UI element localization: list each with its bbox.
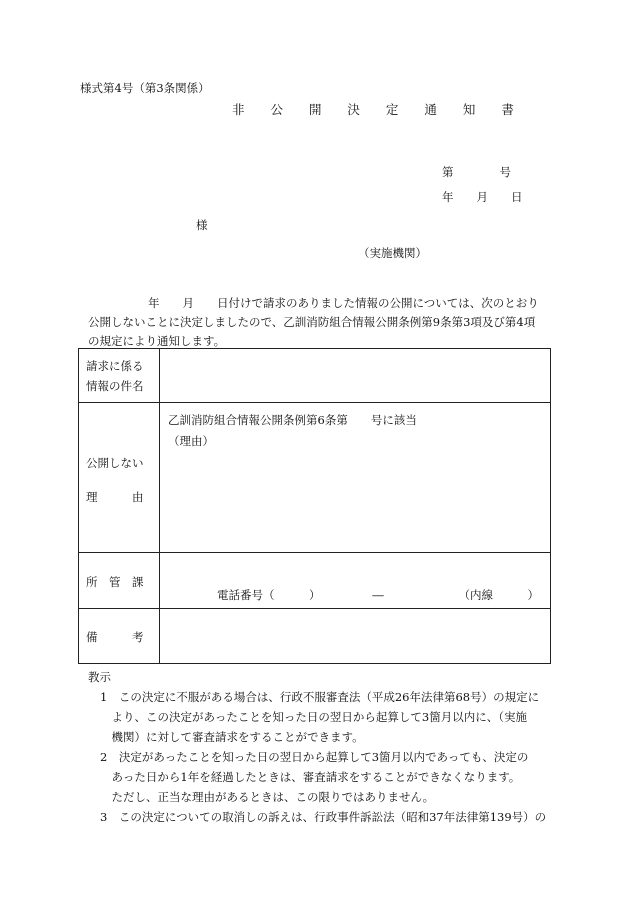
subject-value-cell [160, 349, 551, 403]
table-row-department [79, 553, 551, 609]
reason-value-cell [160, 403, 551, 553]
department-label: 所 管 課 [86, 575, 144, 589]
subject-label-cell [79, 349, 160, 403]
subject-label-line-1: 請求に係る [86, 359, 144, 373]
instruction-line: 3 この決定についての取消しの訴えは、行政事件訴訟法（昭和37年法律第139号）の [100, 810, 547, 824]
instruction-line: あった日から1年を経過したときは、審査請求をすることができなくなります。 [100, 770, 521, 784]
department-label-cell [79, 553, 160, 609]
table-row-reason [79, 403, 551, 553]
department-value-cell [160, 553, 551, 609]
instruction-line: より、この決定があったことを知った日の翌日から起算して3箇月以内に、（実施 [100, 710, 527, 724]
reason-heading-text: （理由） [168, 434, 214, 448]
body-line-3: の規定により通知します。 [88, 334, 226, 348]
instruction-line: 2 決定があったことを知った日の翌日から起算して3箇月以内であっても、決定の [100, 750, 529, 764]
reason-label-line-2: 理 由 [86, 490, 144, 504]
reason-label-cell [79, 403, 160, 553]
instructions-heading: 教示 [88, 670, 111, 684]
body-line-2: 公開しないことに決定しましたので、乙訓消防組合情報公開条例第9条第3項及び第4項 [88, 315, 536, 329]
instruction-line: 機関）に対して審査請求をすることができます。 [100, 730, 364, 744]
agency-label: （実施機関） [358, 246, 427, 260]
department-phone-text: 電話番号（ ） ― （内線 ） [217, 588, 539, 602]
reason-clause-text: 乙訓消防組合情報公開条例第6条第 号に該当 [168, 413, 417, 427]
document-number-field: 第 号 [442, 165, 511, 179]
subject-label-line-2: 情報の件名 [86, 379, 144, 393]
addressee-suffix: 様 [196, 218, 208, 232]
form-number-label: 様式第4号（第3条関係） [80, 81, 210, 95]
instruction-line: ただし、正当な理由があるときは、この限りではありません。 [100, 790, 435, 804]
instructions-section [88, 667, 546, 827]
remarks-value-cell [160, 609, 551, 664]
table-row-remarks [79, 609, 551, 664]
document-date-field: 年 月 日 [442, 190, 523, 204]
table-row-subject [79, 349, 551, 403]
instruction-line: 1 この決定に不服がある場合は、行政不服審査法（平成26年法律第68号）の規定に [100, 690, 540, 704]
document-title: 非 公 開 決 定 通 知 書 [232, 102, 525, 117]
reason-label-line-1: 公開しない [86, 456, 144, 470]
notice-table [78, 348, 551, 664]
remarks-label-cell [79, 609, 160, 664]
body-line-1: 年 月 日付けで請求のありました情報の公開については、次のとおり [148, 296, 539, 310]
remarks-label: 備 考 [86, 630, 144, 644]
